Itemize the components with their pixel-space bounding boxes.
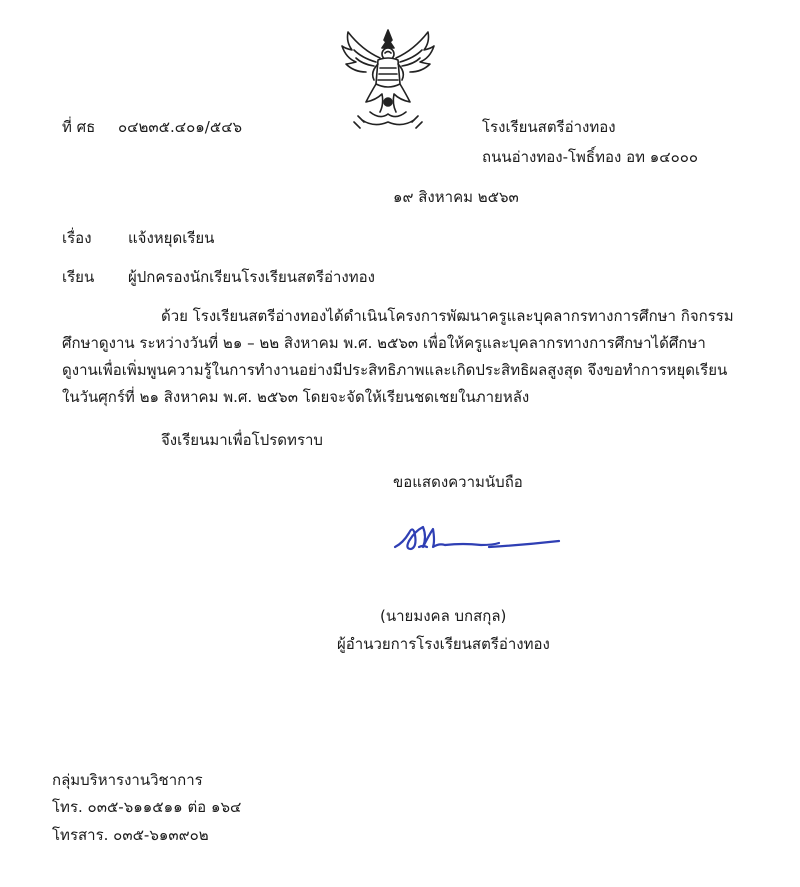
closing-line: จึงเรียนมาเพื่อโปรดทราบ	[161, 431, 323, 449]
letter-date: ๑๙ สิงหาคม ๒๕๖๓	[393, 188, 519, 206]
signer-name: (นายมงคล บกสกุล)	[380, 607, 507, 625]
recipient-label: เรียน	[62, 268, 95, 286]
body-line: ในวันศุกร์ที่ ๒๑ สิงหาคม พ.ศ. ๒๕๖๓ โดยจะจัดให้เรียนชดเชยในภายหลัง	[62, 388, 530, 406]
regards-text: ขอแสดงความนับถือ	[393, 473, 523, 491]
school-name: โรงเรียนสตรีอ่างทอง	[482, 118, 616, 136]
signature-image	[393, 517, 563, 557]
body-line: ศึกษาดูงาน ระหว่างวันที่ ๒๑ – ๒๒ สิงหาคม พ.ศ. ๒๕๖๓ เพื่อให้ครูและบุคลากรทางการศึกษาได้ศึกษา	[62, 334, 706, 352]
reference-label: ที่ ศธ	[62, 118, 96, 136]
school-address: ถนนอ่างทอง-โพธิ์ทอง อท ๑๔๐๐๐	[482, 148, 699, 166]
department-name: กลุ่มบริหารงานวิชาการ	[52, 771, 203, 789]
fax-number: โทรสาร. ๐๓๕-๖๑๓๙๐๒	[52, 826, 209, 844]
signer-title: ผู้อำนวยการโรงเรียนสตรีอ่างทอง	[337, 635, 550, 653]
body-line: ดูงานเพื่อเพิ่มพูนความรู้ในการทำงานอย่างมีประสิทธิภาพและเกิดประสิทธิผลสูงสุด จึงขอทำการหยุดเรียน	[62, 361, 728, 379]
reference-number: ๐๔๒๓๕.๔๐๑/๕๔๖	[118, 118, 243, 136]
garuda-emblem-icon	[340, 28, 436, 132]
phone-number: โทร. ๐๓๕-๖๑๑๕๑๑ ต่อ ๑๖๔	[52, 798, 242, 816]
recipient-text: ผู้ปกครองนักเรียนโรงเรียนสตรีอ่างทอง	[128, 268, 375, 286]
subject-text: แจ้งหยุดเรียน	[128, 229, 215, 247]
subject-label: เรื่อง	[62, 229, 92, 247]
body-line: ด้วย โรงเรียนสตรีอ่างทองได้ดำเนินโครงการพัฒนาครูและบุคลากรทางการศึกษา กิจกรรม	[161, 307, 734, 325]
